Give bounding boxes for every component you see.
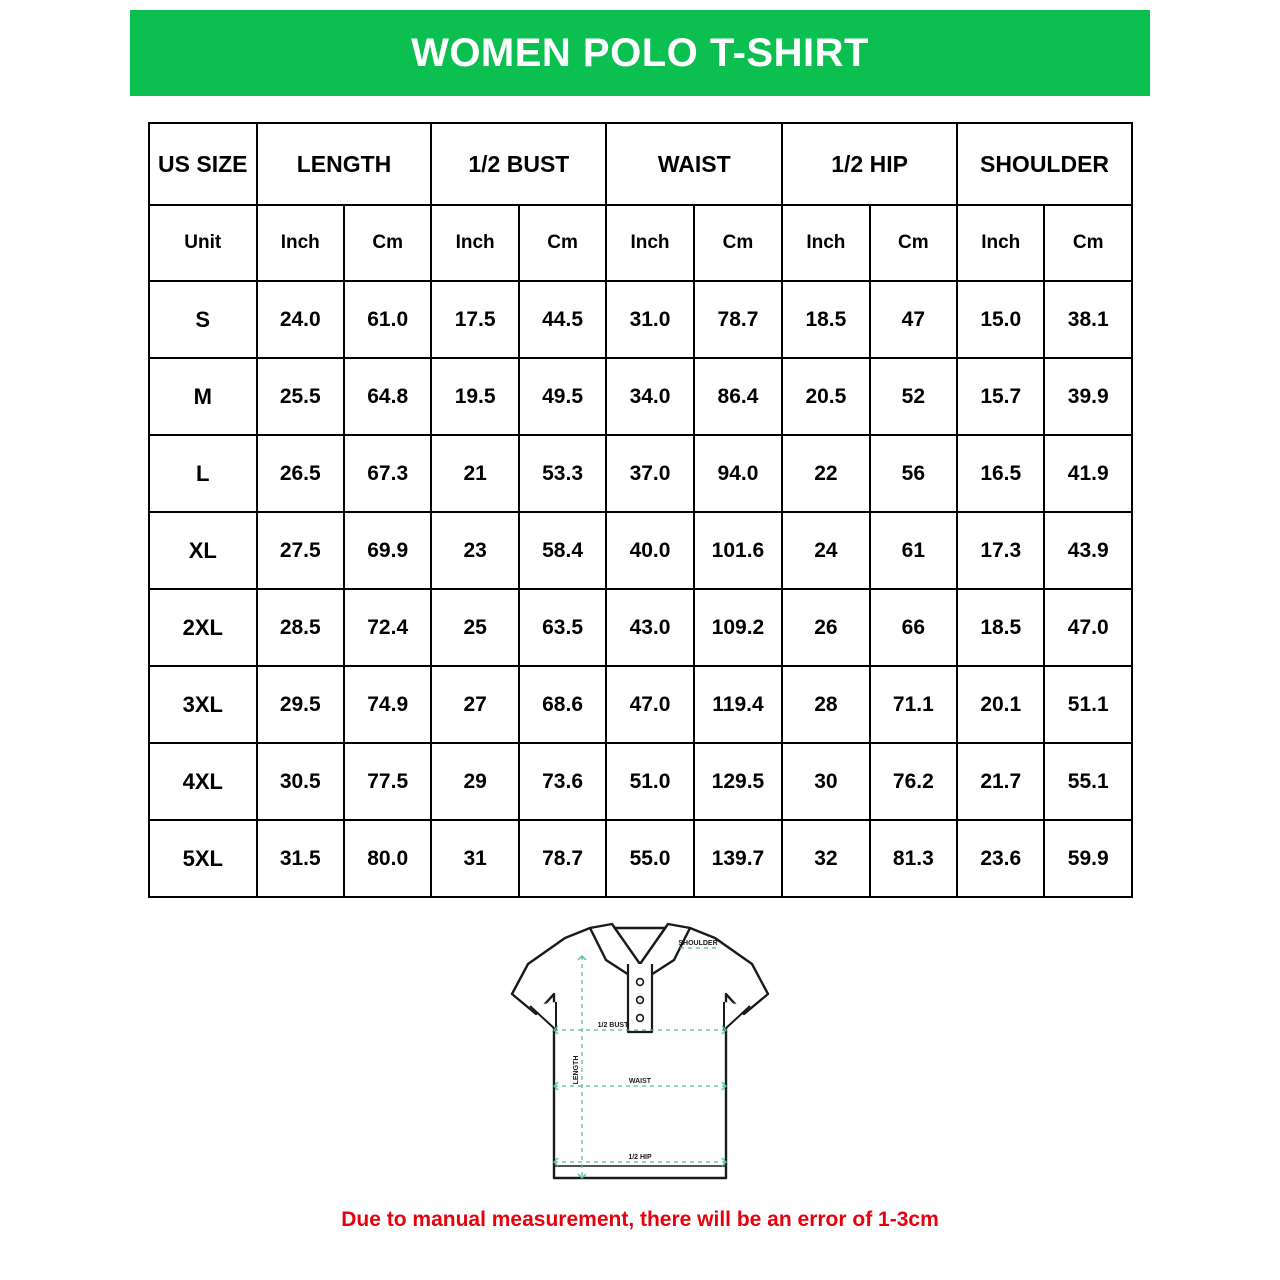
row-size-label: 4XL [149,743,257,820]
cell-waist-inch: 37.0 [606,435,693,512]
table-row [149,512,1132,589]
cell-shoulder-cm: 55.1 [1044,743,1132,820]
table-row [149,435,1132,512]
diagram-label-half-bust: 1/2 BUST [597,1022,629,1029]
cell-shoulder-inch: 15.7 [957,358,1044,435]
unit-header-waist-inch: Inch [606,205,693,281]
cell-waist-cm: 119.4 [694,666,782,743]
cell-hip-cm: 71.1 [870,666,957,743]
cell-bust-inch: 21 [431,435,518,512]
cell-bust-inch: 31 [431,820,518,897]
cell-bust-cm: 63.5 [519,589,606,666]
cell-shoulder-cm: 47.0 [1044,589,1132,666]
row-size-label: XL [149,512,257,589]
cell-shoulder-cm: 59.9 [1044,820,1132,897]
group-header-half-bust: 1/2 BUST [431,123,606,205]
cell-length-inch: 27.5 [257,512,344,589]
shirt-button [637,997,644,1004]
diagram-label-half-hip: 1/2 HIP [628,1154,652,1161]
cell-bust-cm: 73.6 [519,743,606,820]
cell-waist-cm: 101.6 [694,512,782,589]
row-size-label: S [149,281,257,358]
cell-waist-cm: 94.0 [694,435,782,512]
shirt-button [637,979,644,986]
table-group-header-row [149,123,1132,205]
cell-shoulder-inch: 20.1 [957,666,1044,743]
cell-length-inch: 29.5 [257,666,344,743]
cell-waist-inch: 40.0 [606,512,693,589]
cell-length-cm: 72.4 [344,589,431,666]
cell-length-inch: 31.5 [257,820,344,897]
table-row [149,358,1132,435]
cell-bust-inch: 27 [431,666,518,743]
cell-waist-inch: 47.0 [606,666,693,743]
table-row [149,589,1132,666]
cell-bust-cm: 49.5 [519,358,606,435]
cell-hip-cm: 47 [870,281,957,358]
unit-header-bust-inch: Inch [431,205,518,281]
table-row [149,743,1132,820]
cell-bust-cm: 68.6 [519,666,606,743]
cell-length-cm: 77.5 [344,743,431,820]
header-banner [130,10,1150,96]
table-row [149,666,1132,743]
cell-length-inch: 24.0 [257,281,344,358]
table-unit-header-row [149,205,1132,281]
shirt-left-sleeve-cuff [530,1002,556,1030]
cell-length-cm: 69.9 [344,512,431,589]
cell-hip-cm: 66 [870,589,957,666]
group-header-half-hip: 1/2 HIP [782,123,957,205]
cell-hip-cm: 76.2 [870,743,957,820]
table-row [149,820,1132,897]
unit-header-hip-inch: Inch [782,205,869,281]
diagram-label-length: LENGTH [573,1055,580,1085]
group-header-length: LENGTH [257,123,432,205]
cell-waist-cm: 109.2 [694,589,782,666]
unit-header-shoulder-inch: Inch [957,205,1044,281]
cell-length-inch: 25.5 [257,358,344,435]
measurement-disclaimer: Due to manual measurement, there will be an error of 1-3cm [341,1208,939,1231]
cell-shoulder-cm: 41.9 [1044,435,1132,512]
cell-shoulder-cm: 43.9 [1044,512,1132,589]
cell-bust-inch: 23 [431,512,518,589]
cell-waist-inch: 55.0 [606,820,693,897]
cell-shoulder-inch: 21.7 [957,743,1044,820]
cell-shoulder-cm: 39.9 [1044,358,1132,435]
cell-hip-cm: 56 [870,435,957,512]
page-title: WOMEN POLO T-SHIRT [411,30,869,75]
diagram-label-shoulder: SHOULDER [678,940,718,947]
unit-header-length-inch: Inch [257,205,344,281]
cell-hip-cm: 52 [870,358,957,435]
shirt-button [637,1015,644,1022]
cell-length-cm: 74.9 [344,666,431,743]
cell-hip-inch: 18.5 [782,281,869,358]
group-header-shoulder: SHOULDER [957,123,1132,205]
cell-length-cm: 67.3 [344,435,431,512]
cell-waist-cm: 78.7 [694,281,782,358]
table-row [149,281,1132,358]
cell-waist-inch: 34.0 [606,358,693,435]
cell-shoulder-cm: 51.1 [1044,666,1132,743]
cell-waist-inch: 31.0 [606,281,693,358]
size-chart-table-container [148,122,1133,898]
cell-hip-inch: 30 [782,743,869,820]
unit-header-unit: Unit [149,205,257,281]
cell-shoulder-inch: 15.0 [957,281,1044,358]
cell-hip-inch: 28 [782,666,869,743]
cell-bust-inch: 19.5 [431,358,518,435]
cell-bust-inch: 29 [431,743,518,820]
shirt-right-sleeve-cuff [724,1002,750,1030]
row-size-label: L [149,435,257,512]
cell-bust-cm: 58.4 [519,512,606,589]
row-size-label: 5XL [149,820,257,897]
polo-shirt-diagram [470,890,810,1200]
unit-header-waist-cm: Cm [694,205,782,281]
cell-length-cm: 64.8 [344,358,431,435]
cell-bust-cm: 53.3 [519,435,606,512]
cell-waist-cm: 129.5 [694,743,782,820]
unit-header-shoulder-cm: Cm [1044,205,1132,281]
cell-waist-cm: 86.4 [694,358,782,435]
cell-length-cm: 80.0 [344,820,431,897]
cell-hip-cm: 61 [870,512,957,589]
row-size-label: M [149,358,257,435]
cell-length-inch: 26.5 [257,435,344,512]
group-header-us-size: US SIZE [149,123,257,205]
cell-length-cm: 61.0 [344,281,431,358]
cell-bust-inch: 25 [431,589,518,666]
diagram-label-waist: WAIST [628,1078,652,1085]
cell-waist-cm: 139.7 [694,820,782,897]
cell-shoulder-inch: 16.5 [957,435,1044,512]
cell-bust-inch: 17.5 [431,281,518,358]
cell-bust-cm: 78.7 [519,820,606,897]
unit-header-length-cm: Cm [344,205,431,281]
cell-hip-cm: 81.3 [870,820,957,897]
cell-bust-cm: 44.5 [519,281,606,358]
row-size-label: 2XL [149,589,257,666]
cell-waist-inch: 51.0 [606,743,693,820]
cell-waist-inch: 43.0 [606,589,693,666]
cell-hip-inch: 32 [782,820,869,897]
cell-hip-inch: 22 [782,435,869,512]
row-size-label: 3XL [149,666,257,743]
cell-length-inch: 28.5 [257,589,344,666]
cell-shoulder-inch: 17.3 [957,512,1044,589]
size-chart-table [148,122,1133,898]
cell-shoulder-inch: 18.5 [957,589,1044,666]
unit-header-hip-cm: Cm [870,205,957,281]
unit-header-bust-cm: Cm [519,205,606,281]
cell-hip-inch: 20.5 [782,358,869,435]
cell-length-inch: 30.5 [257,743,344,820]
cell-shoulder-inch: 23.6 [957,820,1044,897]
cell-hip-inch: 26 [782,589,869,666]
cell-hip-inch: 24 [782,512,869,589]
group-header-waist: WAIST [606,123,782,205]
cell-shoulder-cm: 38.1 [1044,281,1132,358]
